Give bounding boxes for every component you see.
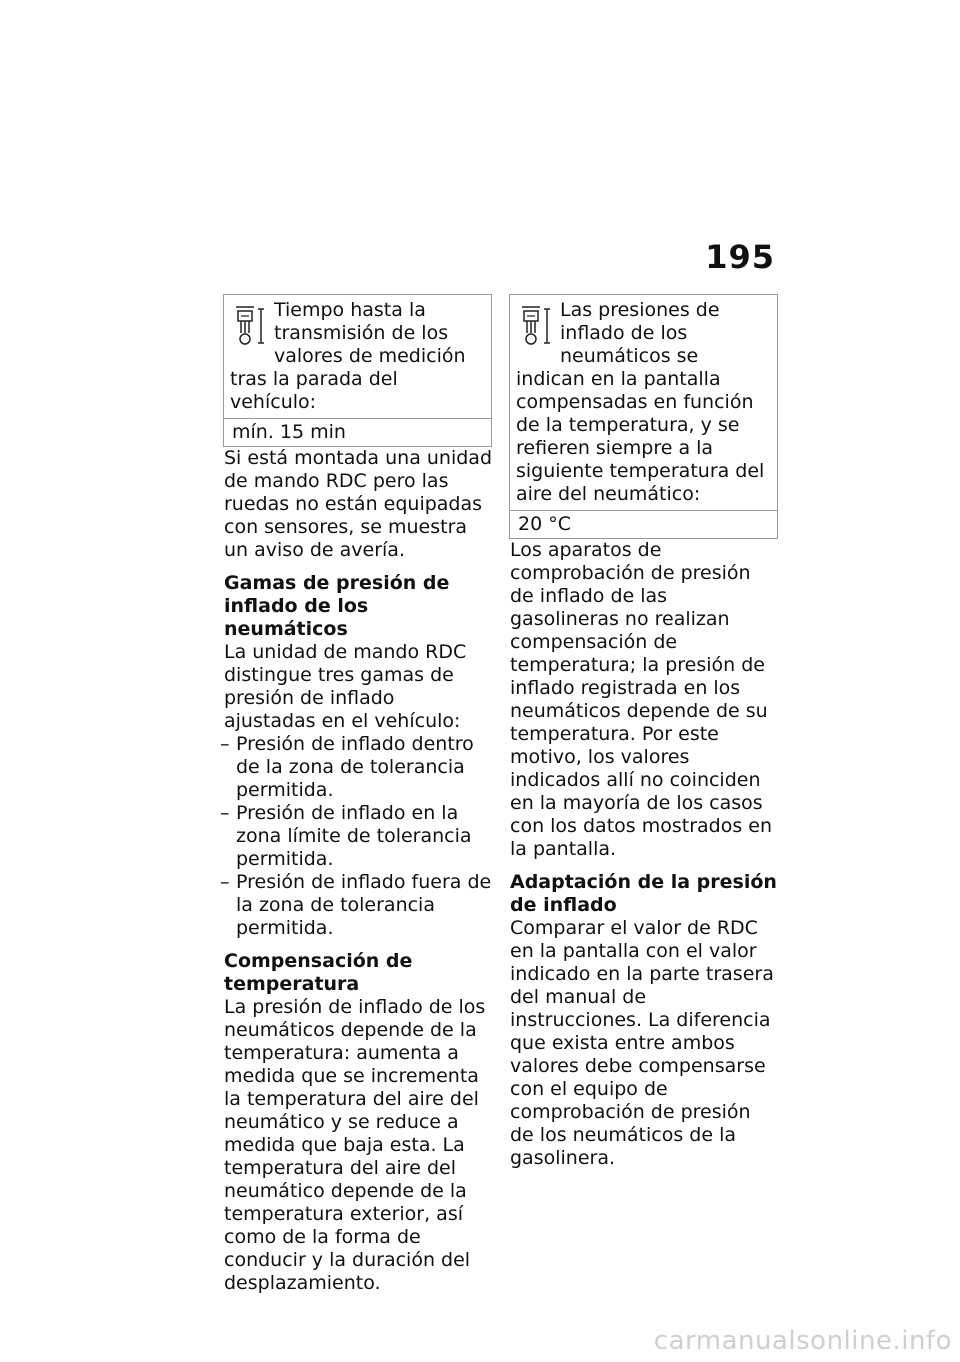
page-number: 195 xyxy=(705,238,775,276)
watermark: carmanualsonline.info xyxy=(653,1326,952,1356)
right-column xyxy=(510,294,778,1180)
paragraph-sensor-warning: Si está montada una unidad de mando RDC pero las ruedas no están equipadas con sensores, se muestra un aviso de avería. xyxy=(224,447,493,561)
spec-box-reference-temperature xyxy=(509,294,778,539)
paragraph-adaptation: Comparar el valor de RDC en la pantalla con el valor indicado en la parte trasera del manual de instrucciones. La diferencia que exista entre ambos valores debe compensarse con el equipo de comprobación de presión de los neumáticos de la gasolinera. xyxy=(510,917,774,1169)
paragraph-gas-stations: Los aparatos de comprobación de presión de inflado de las gasolineras no realizan compensación de temperatura; la presión de inflado registrada en los neumáticos depende de su temperatura. Por este motivo, los valores indicados allí no coinciden en la mayoría de los casos con los datos mostrados en la pantalla. xyxy=(510,539,773,860)
tire-pressure-gauge-icon xyxy=(232,303,268,349)
heading-pressure-adaptation: Adaptación de la presión de inflado xyxy=(510,871,777,916)
spec-description xyxy=(510,295,777,510)
spec-value: 20 °C xyxy=(510,510,777,538)
spec-text: Las presiones de inflado de los neumáticos se indican en la pantalla compensadas en función de la temperatura, y se refieren siempre a la siguiente temperatura del aire del neumático: xyxy=(516,299,765,505)
list-item: – Presión de inflado dentro de la zona de tolerancia permitida. xyxy=(224,733,492,802)
left-column xyxy=(224,294,492,1305)
list-item: – Presión de inflado fuera de la zona de tolerancia permitida. xyxy=(224,871,492,940)
spec-value: mín. 15 min xyxy=(224,418,491,446)
pressure-range-list xyxy=(224,733,492,940)
heading-temperature-compensation: Compensación de temperatura xyxy=(224,950,413,995)
tire-pressure-gauge-icon xyxy=(518,303,554,349)
spec-text: Tiempo hasta la transmisión de los valores de medición tras la parada del vehículo: xyxy=(230,299,466,413)
paragraph-compensation: La presión de inflado de los neumáticos depende de la temperatura: aumenta a medida que se incrementa la temperatura del aire del neumático y se reduce a medida que baja esta. La temperatura del aire del neumático depende de la temperatura exterior, así como de la forma de conducir y la duración del desplazamiento. xyxy=(224,996,486,1294)
paragraph-ranges-intro: La unidad de mando RDC distingue tres gamas de presión de inflado ajustadas en el vehículo: xyxy=(224,641,467,732)
list-item: – Presión de inflado en la zona límite de tolerancia permitida. xyxy=(224,802,492,871)
spec-description xyxy=(224,295,491,418)
spec-box-transmission-time xyxy=(223,294,492,447)
heading-pressure-ranges: Gamas de presión de inflado de los neumáticos xyxy=(224,572,450,640)
